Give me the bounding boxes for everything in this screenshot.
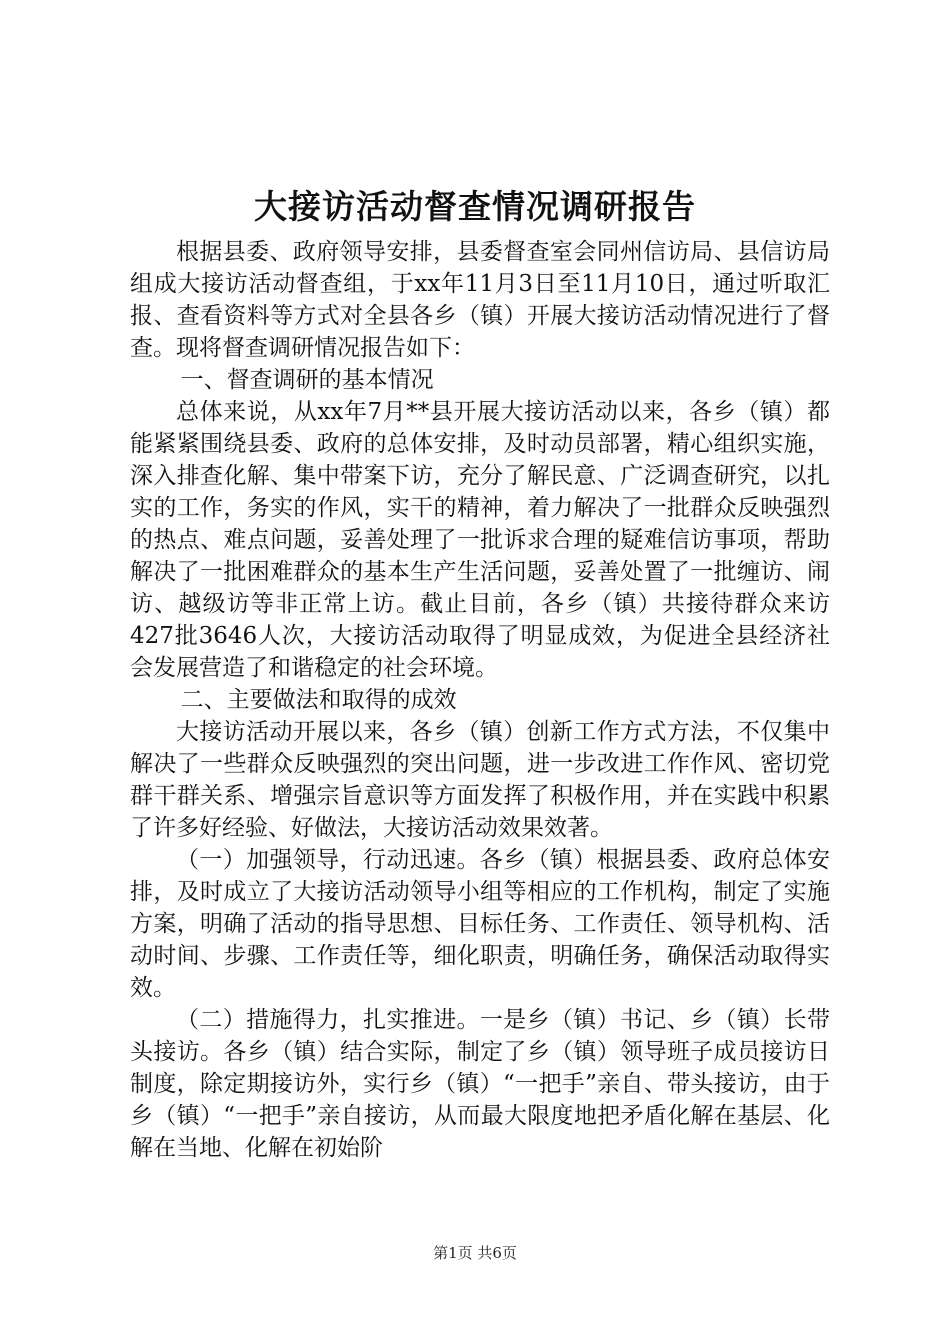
section-heading-1: 一、督查调研的基本情况: [180, 367, 434, 393]
document-body: [130, 236, 830, 1164]
paragraph-intro: 根据县委、政府领导安排，县委督查室会同州信访局、县信访局组成大接访活动督查组，于xx年11月3日至11月10日，通过听取汇报、查看资料等方式对全县各乡（镇）开展大接访活动情况进行了督查。现将督查调研情况报告如下：: [130, 239, 830, 361]
page-footer: 第1页 共6页: [433, 1244, 517, 1262]
paragraph-main-practices: 大接访活动开展以来，各乡（镇）创新工作方式方法，不仅集中解决了一些群众反映强烈的突出问题，进一步改进工作作风、密切党群干群关系、增强宗旨意识等方面发挥了积极作用，并在实践中积累了许多好经验、好做法，大接访活动效果效著。: [130, 719, 830, 841]
document-title: 大接访活动督查情况调研报告: [254, 187, 696, 226]
paragraph-subsection-2: （二）措施得力，扎实推进。一是乡（镇）书记、乡（镇）长带头接访。各乡（镇）结合实际，制定了乡（镇）领导班子成员接访日制度，除定期接访外，实行乡（镇）“一把手”亲自、带头接访，由于乡（镇）“一把手”亲自接访，从而最大限度地把矛盾化解在基层、化解在当地、化解在初始阶: [130, 1007, 830, 1161]
paragraph-subsection-1: （一）加强领导，行动迅速。各乡（镇）根据县委、政府总体安排，及时成立了大接访活动领导小组等相应的工作机构，制定了实施方案，明确了活动的指导思想、目标任务、工作责任、领导机构、活动时间、步骤、工作责任等，细化职责，明确任务，确保活动取得实效。: [130, 847, 830, 1001]
paragraph-basic-situation: 总体来说，从xx年7月**县开展大接访活动以来，各乡（镇）都能紧紧围绕县委、政府的总体安排，及时动员部署，精心组织实施，深入排查化解、集中带案下访，充分了解民意、广泛调查研究，以扎实的工作，务实的作风，实干的精神，着力解决了一批群众反映强烈的热点、难点问题，妥善处理了一批诉求合理的疑难信访事项，帮助解决了一批困难群众的基本生产生活问题，妥善处置了一批缠访、闹访、越级访等非正常上访。截止目前，各乡（镇）共接待群众来访427批3646人次，大接访活动取得了明显成效，为促进全县经济社会发展营造了和谐稳定的社会环境。: [130, 399, 830, 681]
section-heading-2: 二、主要做法和取得的成效: [180, 687, 457, 713]
